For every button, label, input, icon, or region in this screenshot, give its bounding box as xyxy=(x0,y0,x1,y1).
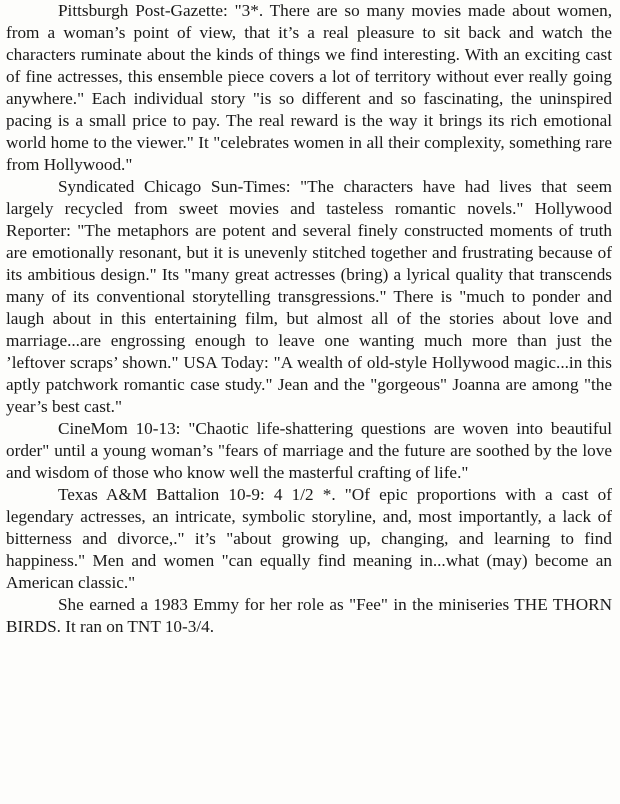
paragraph-pittsburgh-post-gazette: Pittsburgh Post-Gazette: "3*. There are so many movies made about women, from a woman’s point of view, that it’s a real pleasure to sit back and watch the characters ruminate about the kinds of things we find interesting. With an exciting cast of fine actresses, this ensemble piece covers a lot of territory without ever really going anywhere." Each individual story "is so different and so fascinating, the uninspired pacing is a small price to pay. The real reward is the way it brings its rich emotional world home to the viewer." It "celebrates women in all their complexity, something rare from Hollywood." xyxy=(6,1,612,174)
paragraph-cinemom: CineMom 10-13: "Chaotic life-shattering questions are woven into beautiful order" until a young woman’s "fears of marriage and the future are soothed by the love and wisdom of those who know well the masterful crafting of life." xyxy=(6,419,612,482)
article-column xyxy=(6,0,612,638)
paragraph-texas-am-battalion: Texas A&M Battalion 10-9: 4 1/2 *. "Of epic proportions with a cast of legendary actresses, an intricate, symbolic storyline, and, most importantly, a lack of bitterness and divorce,." it’s "about growing up, changing, and learning to find happiness." Men and women "can equally find meaning in...what (may) become an American classic." xyxy=(6,485,612,592)
paragraph-chicago-sun-times: Syndicated Chicago Sun-Times: "The characters have had lives that seem largely recycled from sweet movies and tasteless romantic novels." Hollywood Reporter: "The metaphors are potent and several finely constructed moments of truth are emotionally resonant, but it is unevenly stitched together and frustrating because of its ambitious design." Its "many great actresses (bring) a lyrical quality that transcends many of its conventional storytelling transgressions." There is "much to ponder and laugh about in this entertaining film, but almost all of the stories about love and marriage...are engrossing enough to leave one wanting much more than just the ’leftover scraps’ shown." USA Today: "A wealth of old-style Hollywood magic...in this aptly patchwork romantic case study." Jean and the "gorgeous" Joanna are among "the year’s best cast." xyxy=(6,177,612,416)
paragraph-emmy-note: She earned a 1983 Emmy for her role as "Fee" in the miniseries THE THORN BIRDS. It ran on TNT 10-3/4. xyxy=(6,595,612,636)
